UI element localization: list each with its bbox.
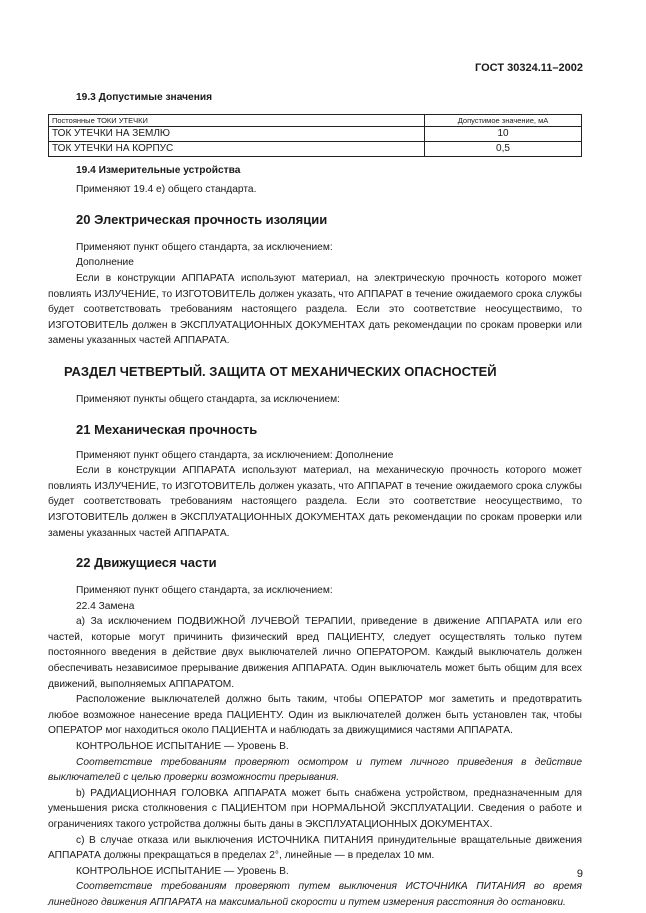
item-c-paragraph: с) В случае отказа или выключения ИСТОЧНИКА ПИТАНИЯ принудительные вращательные движения АППАРАТА должны прекращаться в пределах 2°, линейные — в пределах 10 мм. — [48, 834, 582, 862]
leakage-current-table — [48, 114, 582, 157]
section-21-paragraph: Если в конструкции АППАРАТА используют материал, на механическую прочность которого может повлиять ИЗЛУЧЕНИЕ, то ИЗГОТОВИТЕЛЬ должен указать, что АППАРАТ в течение ожидаемого срока службы будет соответствовать требованиям настоящего раздела. Если это соответствие неосуществимо, то ИЗГОТОВИТЕЛЬ должен в ЭКСПЛУАТАЦИОННЫХ ДОКУМЕНТАХ дать рекомендации по срокам проверки или замены указанных частей АППАРАТА. — [48, 465, 582, 539]
control-test-label: КОНТРОЛЬНОЕ ИСПЫТАНИЕ — Уровень В. — [76, 865, 289, 877]
compliance-check-text: Соответствие требованиям проверяют осмотром и путем личного приведения в действие выключателей с целью проверки возможности прерывания. — [48, 756, 582, 784]
table-header-cell: Постоянные ТОКИ УТЕЧКИ — [49, 114, 425, 126]
section-22-title: 22 Движущиеся части — [76, 555, 217, 571]
item-a-switch-placement: Расположение выключателей должно быть таким, чтобы ОПЕРАТОР мог заметить и предотвратить любое возможное нанесение вреда ПАЦИЕНТУ. Один из выключателей должен быть установлен так, чтобы ОПЕРАТОР мог находиться около ПАЦИЕНТА и наблюдать за движущимися частями АППАРАТА. — [48, 694, 582, 737]
standard-number: ГОСТ 30324.11–2002 — [475, 62, 583, 74]
table-cell: ТОК УТЕЧКИ НА КОРПУС — [49, 141, 425, 156]
table-cell: ТОК УТЕЧКИ НА ЗЕМЛЮ — [49, 126, 425, 141]
section-21-intro: Применяют пункт общего стандарта, за исключением: Дополнение — [76, 449, 394, 461]
clause-19-3-title: 19.3 Допустимые значения — [76, 92, 213, 103]
compliance-check-text: Соответствие требованиям проверяют путем выключения ИСТОЧНИКА ПИТАНИЯ во время линейного движения АППАРАТА на максимальной скорости и путем измерения расстояния до остановки. — [48, 881, 582, 908]
table-header-row — [49, 114, 582, 126]
part-four-title: РАЗДЕЛ ЧЕТВЕРТЫЙ. ЗАЩИТА ОТ МЕХАНИЧЕСКИХ ОПАСНОСТЕЙ — [64, 363, 497, 379]
table-cell: 0,5 — [425, 141, 582, 156]
table-row — [49, 141, 582, 156]
clause-19-4-title: 19.4 Измерительные устройства — [76, 164, 241, 176]
clause-19-4-text: Применяют 19.4 е) общего стандарта. — [76, 184, 257, 196]
part-four-intro: Применяют пункты общего стандарта, за исключением: — [76, 393, 340, 405]
page-number: 9 — [576, 868, 583, 880]
section-20-addition-label: Дополнение — [76, 257, 134, 269]
table-row — [49, 126, 582, 141]
control-test-label: КОНТРОЛЬНОЕ ИСПЫТАНИЕ — Уровень В. — [76, 741, 289, 753]
section-22-intro: Применяют пункт общего стандарта, за исключением: — [76, 585, 333, 597]
section-20-title: 20 Электрическая прочность изоляции — [76, 211, 328, 227]
item-a-paragraph: а) За исключением ПОДВИЖНОЙ ЛУЧЕВОЙ ТЕРАПИИ, приведение в движение АППАРАТА или его частей, которые могут причинить физический вред ПАЦИЕНТУ, следует осуществлять только путем постоянного введения в действие двух выключателей лично ОПЕРАТОРОМ. Каждый выключатель должен обеспечивать независимое прерывание движения АППАРАТА. Один выключатель может быть общим для всех движений, выполняемых АППАРАТОМ. — [48, 616, 582, 690]
clause-22-4-label: 22.4 Замена — [76, 600, 135, 612]
section-20-intro: Применяют пункт общего стандарта, за исключением: — [76, 241, 333, 253]
section-21-title: 21 Механическая прочность — [76, 421, 258, 437]
document-body — [48, 90, 582, 911]
table-header-cell: Допустимое значение, мА — [425, 114, 582, 126]
item-b-paragraph: b) РАДИАЦИОННАЯ ГОЛОВКА АППАРАТА может быть снабжена устройством, предназначенным для уменьшения риска столкновения с ПАЦИЕНТОМ при НОРМАЛЬНОЙ ЭКСПЛУАТАЦИИ. Сведения о работе и ограничениях такого устройства должны быть даны в ЭКСПЛУАТАЦИОННЫХ ДОКУМЕНТАХ. — [48, 787, 582, 830]
section-20-paragraph: Если в конструкции АППАРАТА используют материал, на электрическую прочность которого может повлиять ИЗЛУЧЕНИЕ, то ИЗГОТОВИТЕЛЬ должен указать, что АППАРАТ в течение ожидаемого срока службы будет соответствовать требованиям настоящего раздела. Если это соответствие неосуществимо, то ИЗГОТОВИТЕЛЬ должен в ЭКСПЛУАТАЦИОННЫХ ДОКУМЕНТАХ дать рекомендации по срокам проверки или замены указанных частей АППАРАТА. — [48, 272, 582, 347]
table-cell: 10 — [425, 126, 582, 141]
